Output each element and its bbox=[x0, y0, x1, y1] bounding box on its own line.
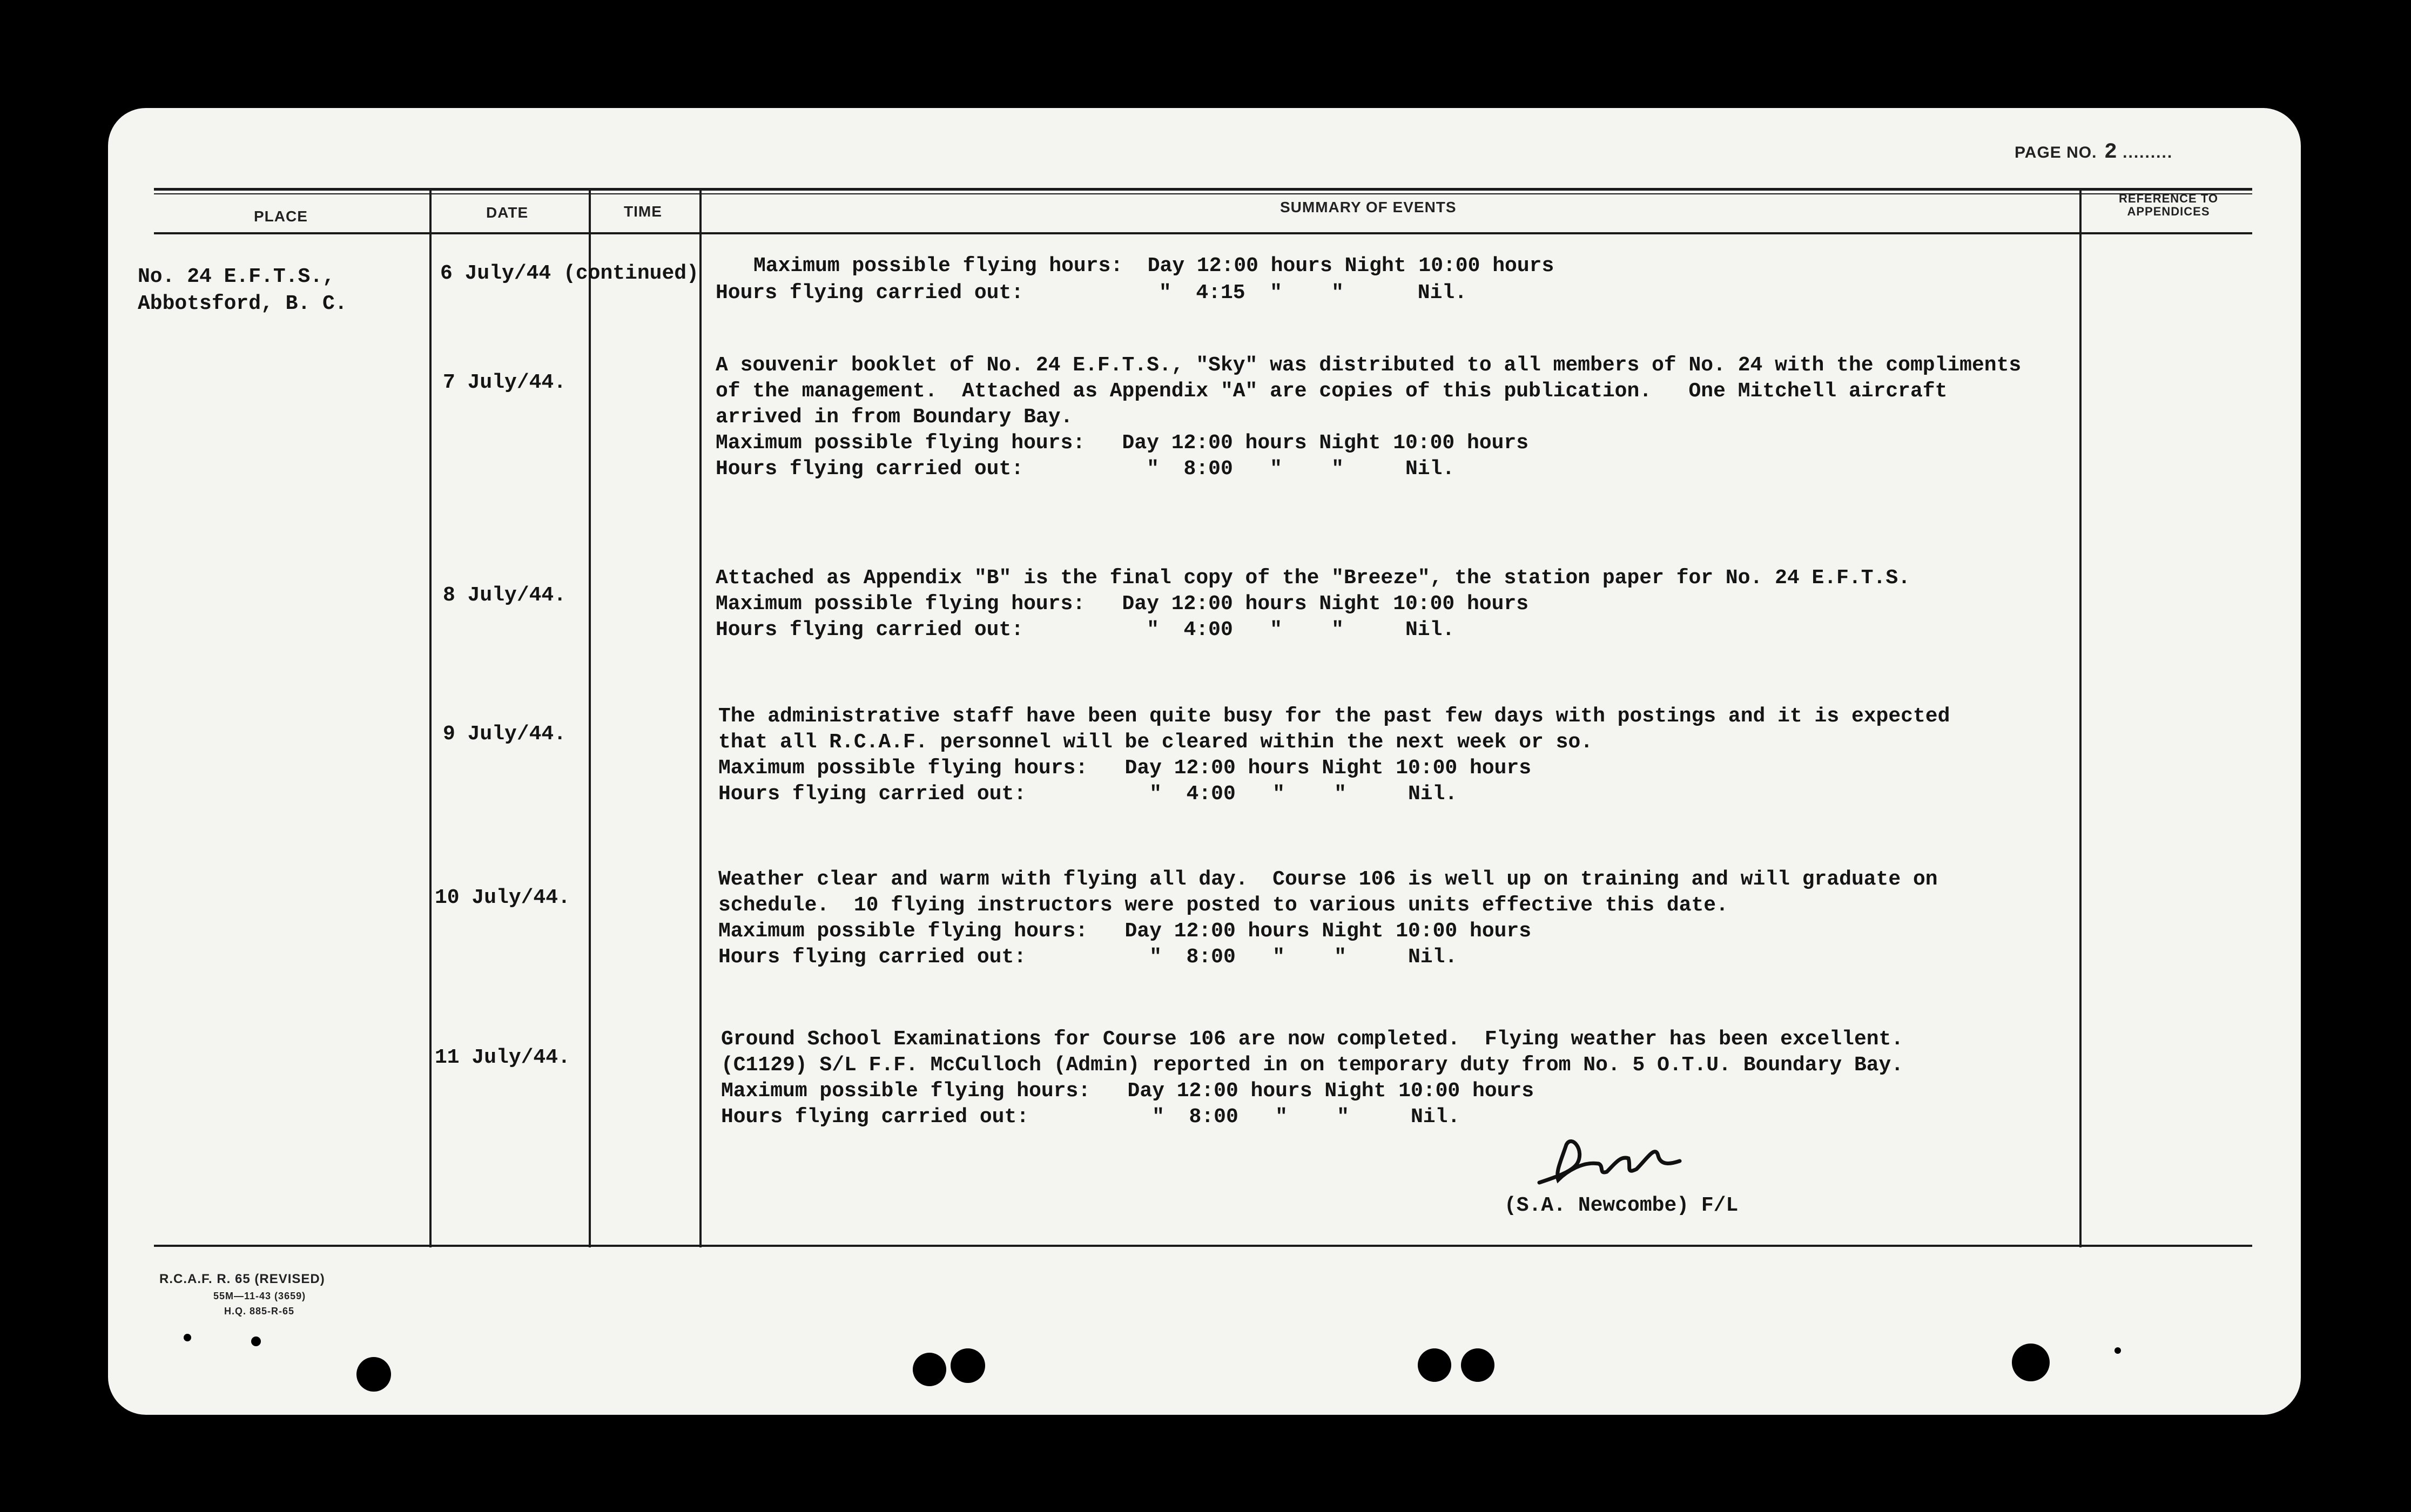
page-number-dots: ......... bbox=[2123, 144, 2173, 161]
entry-date: 6 July/44 (continued) bbox=[440, 262, 699, 285]
col-rule-summary-ref bbox=[2079, 189, 2082, 1247]
col-rule-date-time bbox=[589, 189, 591, 1247]
entry-line: Weather clear and warm with flying all day. Course 106 is well up on training and will graduate on bbox=[718, 868, 1938, 891]
entry-line: Maximum possible flying hours: Day 12:00 hours Night 10:00 hours bbox=[753, 254, 1554, 278]
entry-date: 10 July/44. bbox=[435, 886, 570, 909]
header-bottom-rule bbox=[154, 232, 2252, 234]
header-place: PLACE bbox=[254, 208, 308, 225]
entry-line: Attached as Appendix "B" is the final copy of the "Breeze", the station paper for No. 24 E.F.T.S. bbox=[716, 566, 1910, 590]
form-code: R.C.A.F. R. 65 (REVISED) bbox=[159, 1272, 325, 1286]
entry-date: 11 July/44. bbox=[435, 1046, 570, 1069]
punch-hole bbox=[1418, 1348, 1451, 1382]
page-label: PAGE NO. bbox=[2015, 144, 2097, 161]
entry-line: A souvenir booklet of No. 24 E.F.T.S., "Sky" was distributed to all members of No. 24 with the compliments bbox=[716, 354, 2022, 377]
place-line-2: Abbotsford, B. C. bbox=[138, 292, 347, 315]
punch-hole bbox=[913, 1353, 946, 1386]
form-line-2: 55M—11-43 (3659) bbox=[213, 1291, 306, 1301]
entry-line: Hours flying carried out: " 4:15 " " Nil. bbox=[716, 281, 1467, 305]
entry-line: Hours flying carried out: " 8:00 " " Nil. bbox=[718, 946, 1458, 969]
header-date: DATE bbox=[486, 204, 529, 221]
entry-line: Hours flying carried out: " 4:00 " " Nil. bbox=[716, 618, 1455, 642]
signature-name: (S.A. Newcombe) F/L bbox=[1504, 1194, 1739, 1217]
header-time: TIME bbox=[624, 203, 662, 220]
document-card bbox=[108, 108, 2301, 1415]
footer-rule bbox=[154, 1245, 2252, 1247]
entry-line: arrived in from Boundary Bay. bbox=[716, 406, 1073, 429]
punch-hole bbox=[356, 1357, 391, 1392]
entry-line: Maximum possible flying hours: Day 12:00 hours Night 10:00 hours bbox=[716, 592, 1529, 616]
entry-line: Hours flying carried out: " 8:00 " " Nil. bbox=[716, 457, 1455, 481]
entry-line: that all R.C.A.F. personnel will be cleared within the next week or so. bbox=[718, 731, 1593, 754]
entry-date: 8 July/44. bbox=[443, 584, 567, 607]
entry-line: Maximum possible flying hours: Day 12:00 hours Night 10:00 hours bbox=[721, 1079, 1534, 1103]
entry-line: Ground School Examinations for Course 106 are now completed. Flying weather has been excellent. bbox=[721, 1028, 1904, 1051]
page-number: 2 bbox=[2104, 140, 2118, 165]
punch-speck bbox=[251, 1336, 261, 1346]
entry-line: Hours flying carried out: " 8:00 " " Nil. bbox=[721, 1105, 1460, 1129]
place-line-1: No. 24 E.F.T.S., bbox=[138, 265, 335, 288]
punch-speck bbox=[2114, 1347, 2121, 1354]
entry-line: Maximum possible flying hours: Day 12:00 hours Night 10:00 hours bbox=[716, 431, 1529, 455]
punch-hole bbox=[2012, 1344, 2050, 1381]
header-reference: REFERENCE TO APPENDICES bbox=[2119, 192, 2218, 218]
entry-line: schedule. 10 flying instructors were posted to various units effective this date. bbox=[718, 894, 1728, 917]
punch-hole bbox=[1461, 1348, 1494, 1382]
punch-speck bbox=[184, 1334, 191, 1341]
entry-line: (C1129) S/L F.F. McCulloch (Admin) reported in on temporary duty from No. 5 O.T.U. Boundary Bay. bbox=[721, 1054, 1904, 1077]
header-summary: SUMMARY OF EVENTS bbox=[1280, 199, 1457, 215]
form-line-3: H.Q. 885-R-65 bbox=[224, 1306, 295, 1317]
entry-line: Hours flying carried out: " 4:00 " " Nil. bbox=[718, 782, 1458, 806]
entry-line: Maximum possible flying hours: Day 12:00 hours Night 10:00 hours bbox=[718, 757, 1532, 780]
col-rule-place-date bbox=[429, 189, 432, 1247]
punch-hole bbox=[951, 1348, 985, 1383]
entry-date: 7 July/44. bbox=[443, 371, 567, 394]
entry-line: of the management. Attached as Appendix "A" are copies of this publication. One Mitchell aircraft bbox=[716, 380, 1948, 403]
col-rule-time-summary bbox=[699, 189, 702, 1247]
entry-line: Maximum possible flying hours: Day 12:00 hours Night 10:00 hours bbox=[718, 920, 1532, 943]
entry-line: The administrative staff have been quite busy for the past few days with postings and it is expected bbox=[718, 705, 1950, 728]
header-top-rule-thin bbox=[154, 193, 2252, 194]
page-number-label bbox=[2015, 140, 2173, 165]
signature-scrawl bbox=[1534, 1112, 1728, 1193]
header-top-rule bbox=[154, 188, 2252, 191]
entry-date: 9 July/44. bbox=[443, 723, 567, 746]
